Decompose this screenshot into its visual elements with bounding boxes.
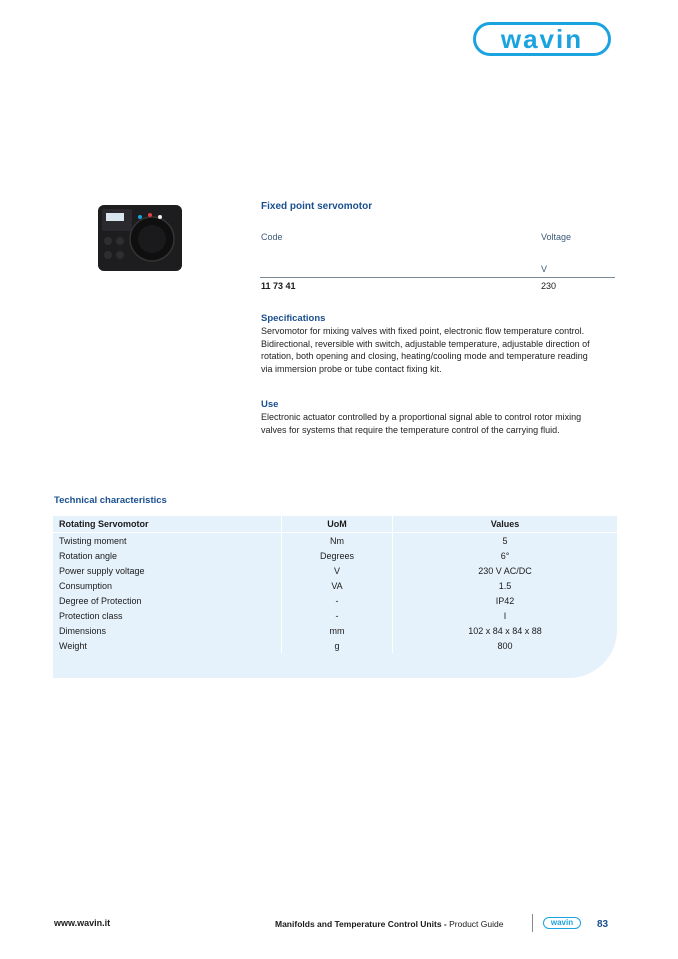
table-cell: 230 V AC/DC xyxy=(478,565,532,576)
table-cell: mm xyxy=(282,623,393,638)
code-label: Code xyxy=(261,232,283,242)
table-cell: - xyxy=(282,593,393,608)
footer-wavin-logo: wavin xyxy=(543,917,581,929)
voltage-value: 230 xyxy=(541,281,557,291)
table-cell: 5 xyxy=(502,535,508,546)
wavin-logo: wavin xyxy=(473,22,611,56)
table-cell: 102 x 84 x 84 x 88 xyxy=(468,625,542,636)
table-cell: - xyxy=(282,608,393,623)
table-row xyxy=(53,563,617,578)
table-header-row xyxy=(53,516,617,533)
table-cell: IP42 xyxy=(495,595,515,606)
table-row xyxy=(53,593,617,608)
table-cell: Protection class xyxy=(53,608,282,623)
table-row xyxy=(53,533,617,549)
voltage-unit: V xyxy=(541,264,548,274)
table-cell: Consumption xyxy=(53,578,282,593)
table-cell: Degrees xyxy=(282,548,393,563)
table-cell: Power supply voltage xyxy=(53,563,282,578)
table-cell: I xyxy=(503,610,507,621)
table-row xyxy=(53,608,617,623)
column-header: Rotating Servomotor xyxy=(53,516,282,533)
text-line: Servomotor for mixing valves with fixed point, electronic flow temperature control. xyxy=(261,326,585,336)
divider xyxy=(260,277,615,278)
table-cell: Dimensions xyxy=(53,623,282,638)
code-value: 11 73 41 xyxy=(261,281,296,291)
text-line: via immersion probe or tube contact fixing kit. xyxy=(261,364,442,375)
table-cell: Nm xyxy=(282,533,393,549)
table-row xyxy=(53,638,617,653)
table-cell: g xyxy=(282,638,393,653)
table-cell: Degree of Protection xyxy=(53,593,282,608)
table-cell: Rotation angle xyxy=(53,548,282,563)
table-cell: 800 xyxy=(497,640,513,651)
page-number: 83 xyxy=(597,919,609,930)
table-cell: VA xyxy=(282,578,393,593)
table-cell: Weight xyxy=(53,638,282,653)
table-cell: 6° xyxy=(500,550,510,561)
technical-table xyxy=(53,516,617,653)
specifications-text xyxy=(261,325,621,376)
text-line: rotation, both opening and closing, heating/cooling mode and temperature reading xyxy=(261,351,588,362)
table-cell: 1.5 xyxy=(498,580,512,591)
table-row xyxy=(53,578,617,593)
table-cell: Twisting moment xyxy=(53,533,282,549)
text-line: Electronic actuator controlled by a proportional signal able to control rotor mixing xyxy=(261,412,582,422)
footer-url[interactable]: www.wavin.it xyxy=(54,918,111,928)
footer-guide-title xyxy=(275,919,503,929)
footer-divider xyxy=(532,914,533,932)
use-heading: Use xyxy=(261,399,279,410)
footer-guide-bold: Manifolds and Temperature Control Units - xyxy=(275,919,447,929)
text-line: Bidirectional, reversible with switch, adjustable temperature, adjustable direction of xyxy=(261,338,590,349)
text-line: valves for systems that require the temperature control of the carrying fluid. xyxy=(261,424,560,435)
voltage-label: Voltage xyxy=(541,232,572,242)
technical-heading: Technical characteristics xyxy=(54,495,167,506)
use-text xyxy=(261,411,621,436)
footer-guide-normal: Product Guide xyxy=(446,919,504,929)
column-header: UoM xyxy=(282,516,393,533)
column-header: Values xyxy=(490,519,520,529)
table-row xyxy=(53,548,617,563)
servomotor-product-image xyxy=(96,203,184,273)
specifications-heading: Specifications xyxy=(261,313,326,324)
product-title: Fixed point servomotor xyxy=(261,201,373,212)
table-row xyxy=(53,623,617,638)
table-cell: V xyxy=(282,563,393,578)
